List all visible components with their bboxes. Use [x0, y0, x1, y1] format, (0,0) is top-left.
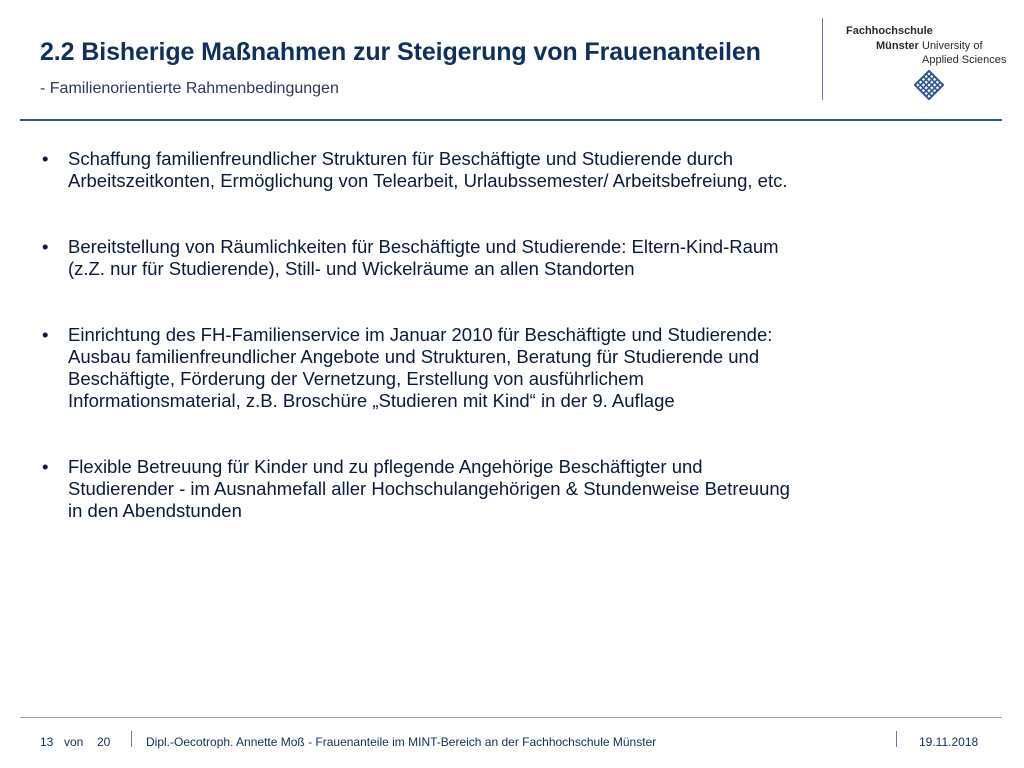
bullet-item — [40, 236, 980, 280]
slide-title: 2.2 Bisherige Maßnahmen zur Steigerung von Frauenanteilen — [40, 38, 761, 66]
bullet-line: in den Abendstunden — [68, 500, 242, 521]
logo-text-applied-sciences: Applied Sciences — [922, 54, 1007, 66]
bullet-line: Beschäftigte, Förderung der Vernetzung, Erstellung von ausführlichem — [68, 368, 644, 389]
logo-text-muenster: Münster — [876, 40, 919, 52]
page-number-current: 13 — [40, 735, 54, 749]
bullet-marker: • — [42, 148, 49, 169]
bullet-item — [40, 148, 980, 192]
footer-date: 19.11.2018 — [919, 735, 979, 749]
footer-rule — [20, 717, 1002, 718]
bullet-marker: • — [42, 456, 49, 477]
bullet-line: Schaffung familienfreundlicher Strukturen für Beschäftigte und Studierende durch — [68, 148, 734, 169]
bullet-line: (z.Z. nur für Studierende), Still- und Wickelräume an allen Standorten — [68, 258, 635, 279]
bullet-marker: • — [42, 324, 49, 345]
bullet-line: Flexible Betreuung für Kinder und zu pflegende Angehörige Beschäftigter und — [68, 456, 703, 477]
logo-text-fachhochschule: Fachhochschule — [846, 25, 933, 37]
bullet-item — [40, 324, 980, 412]
page-number-separator: von — [64, 735, 84, 749]
bullet-line: Bereitstellung von Räumlichkeiten für Beschäftigte und Studierende: Eltern-Kind-Raum — [68, 236, 779, 257]
bullet-line: Studierender - im Ausnahmefall aller Hochschulangehörigen & Stundenweise Betreuung — [68, 478, 790, 499]
slide-subtitle: - Familienorientierte Rahmenbedingungen — [40, 80, 339, 97]
footer-author-title: Dipl.-Oecotroph. Annette Moß - Frauenanteile im MINT-Bereich an der Fachhochschule Münster — [146, 735, 657, 749]
bullet-item — [40, 456, 980, 522]
footer-divider — [896, 731, 897, 747]
bullet-list — [40, 148, 980, 566]
fh-muenster-logo-icon — [914, 70, 944, 100]
header-vertical-divider — [822, 18, 823, 100]
bullet-line: Einrichtung des FH-Familienservice im Januar 2010 für Beschäftigte und Studierende: — [68, 324, 773, 345]
bullet-line: Informationsmaterial, z.B. Broschüre „Studieren mit Kind“ in der 9. Auflage — [68, 390, 675, 411]
page-number-total: 20 — [97, 735, 111, 749]
logo-text-university-of: University of — [922, 40, 983, 52]
footer-divider — [131, 731, 132, 747]
university-logo — [838, 20, 1018, 110]
bullet-marker: • — [42, 236, 49, 257]
bullet-line: Arbeitszeitkonten, Ermöglichung von Telearbeit, Urlaubssemester/ Arbeitsbefreiung, etc. — [68, 170, 788, 191]
header-rule — [20, 119, 1002, 121]
bullet-line: Ausbau familienfreundlicher Angebote und Strukturen, Beratung für Studierende und — [68, 346, 760, 367]
